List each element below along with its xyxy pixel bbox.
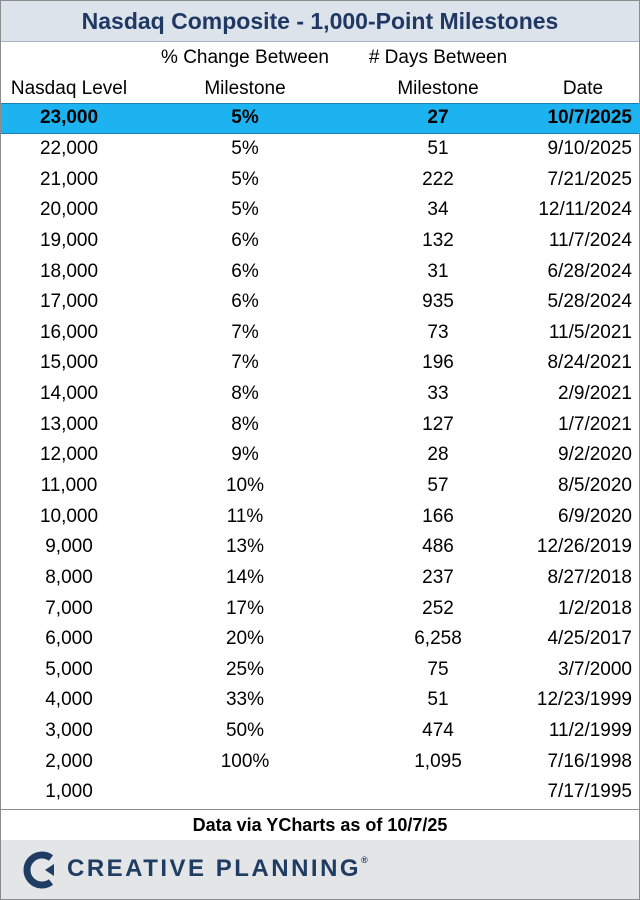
- cell-days-between: 132: [422, 229, 454, 251]
- cell-days-between: 196: [422, 352, 454, 374]
- table-row: [1, 685, 639, 716]
- cell-level: 7,000: [45, 597, 93, 619]
- cell-days-between: 51: [427, 137, 449, 159]
- cell-pct-change: 8%: [231, 383, 259, 405]
- cell-date: 12/11/2024: [538, 199, 632, 221]
- header-date: Date: [562, 78, 604, 99]
- cell-date: 4/25/2017: [547, 628, 632, 650]
- cell-days-between: 252: [422, 597, 454, 619]
- cell-days-between: 73: [427, 321, 449, 343]
- cell-days-between: 28: [427, 444, 449, 466]
- cell-level: 17,000: [39, 291, 99, 313]
- header-days-line1: # Days Between: [368, 47, 508, 68]
- cell-level: 18,000: [39, 260, 99, 282]
- cell-days-between: 33: [427, 383, 449, 405]
- cell-pct-change: 25%: [225, 658, 265, 680]
- cell-pct-change: 13%: [225, 536, 265, 558]
- table-row: [1, 593, 639, 624]
- cell-level: 16,000: [39, 321, 99, 343]
- cell-pct-change: 7%: [231, 321, 259, 343]
- cell-pct-change: 6%: [231, 260, 259, 282]
- cell-level: 11,000: [40, 475, 98, 496]
- table-row: [1, 348, 639, 379]
- cell-date: 1/2/2018: [558, 597, 632, 619]
- header-pct-line2: Milestone: [204, 78, 286, 99]
- cell-days-between: 27: [427, 107, 449, 129]
- cell-pct-change: 8%: [231, 413, 259, 435]
- cell-level: 9,000: [45, 536, 93, 558]
- cell-days-between: 237: [422, 566, 454, 588]
- cell-date: 3/7/2000: [558, 658, 632, 680]
- c-logo-icon: [21, 850, 59, 890]
- table-row: [1, 563, 639, 594]
- cell-level: 1,000: [45, 781, 93, 803]
- cell-days-between: 474: [422, 720, 454, 742]
- cell-date: 9/2/2020: [558, 444, 632, 466]
- cell-pct-change: 9%: [231, 444, 259, 466]
- cell-date: 9/10/2025: [547, 137, 632, 159]
- cell-days-between: 57: [427, 475, 449, 496]
- table-row: [1, 532, 639, 563]
- cell-days-between: 222: [422, 168, 454, 190]
- cell-date: 11/2/1999: [548, 720, 632, 742]
- cell-date: 11/7/2024: [548, 229, 632, 251]
- cell-level: 15,000: [39, 352, 99, 374]
- table-row: [1, 164, 639, 195]
- table-row-highlighted: [1, 103, 639, 134]
- cell-days-between: 127: [422, 413, 454, 435]
- cell-level: 23,000: [39, 107, 99, 129]
- table-row: [1, 746, 639, 777]
- cell-pct-change: 17%: [225, 597, 265, 619]
- table-row: [1, 777, 639, 808]
- cell-date: 6/9/2020: [558, 505, 632, 527]
- table-row: [1, 287, 639, 318]
- cell-level: 13,000: [39, 413, 99, 435]
- cell-date: 10/7/2025: [547, 107, 632, 129]
- cell-pct-change: 20%: [225, 628, 265, 650]
- brand-bar: [1, 840, 639, 899]
- cell-days-between: 486: [422, 536, 454, 558]
- cell-days-between: 34: [427, 199, 449, 221]
- header-days-line2: Milestone: [397, 78, 479, 99]
- cell-level: 6,000: [45, 628, 93, 650]
- cell-days-between: 935: [422, 291, 454, 313]
- cell-date: 2/9/2021: [558, 383, 632, 405]
- cell-date: 11/5/2021: [548, 321, 632, 343]
- cell-level: 12,000: [39, 444, 99, 466]
- table-row: [1, 716, 639, 747]
- cell-pct-change: 7%: [231, 352, 259, 374]
- source-footer: Data via YCharts as of 10/7/25: [1, 809, 639, 841]
- cell-date: 5/28/2024: [547, 291, 632, 313]
- cell-pct-change: 5%: [231, 168, 259, 190]
- table-row: [1, 195, 639, 226]
- cell-level: 2,000: [45, 750, 93, 772]
- cell-level: 19,000: [39, 229, 99, 251]
- table-row: [1, 226, 639, 257]
- cell-date: 6/28/2024: [547, 260, 632, 282]
- table-row: [1, 256, 639, 287]
- header-pct-line1: % Change Between: [161, 47, 329, 68]
- cell-pct-change: 5%: [231, 199, 259, 221]
- cell-days-between: 166: [422, 505, 454, 527]
- cell-days-between: 1,095: [414, 750, 462, 772]
- cell-pct-change: 11%: [226, 505, 264, 527]
- cell-date: 7/17/1995: [547, 781, 632, 803]
- cell-pct-change: 5%: [231, 107, 259, 129]
- cell-date: 8/24/2021: [547, 352, 632, 374]
- table-row: [1, 655, 639, 686]
- cell-level: 8,000: [45, 566, 93, 588]
- table-row: [1, 134, 639, 165]
- table-row: [1, 471, 639, 502]
- cell-days-between: 31: [427, 260, 449, 282]
- cell-pct-change: 33%: [225, 689, 265, 711]
- cell-date: 1/7/2021: [558, 413, 632, 435]
- cell-level: 21,000: [39, 168, 99, 190]
- table-body: [1, 103, 639, 808]
- cell-date: 8/5/2020: [558, 475, 632, 496]
- cell-date: 7/16/1998: [547, 750, 632, 772]
- cell-date: 12/26/2019: [536, 536, 632, 558]
- cell-pct-change: 5%: [231, 137, 259, 159]
- table-row: [1, 409, 639, 440]
- cell-pct-change: 14%: [225, 566, 265, 588]
- cell-days-between: 51: [427, 689, 449, 711]
- cell-level: 22,000: [39, 137, 99, 159]
- cell-date: 12/23/1999: [536, 689, 632, 711]
- cell-pct-change: 6%: [231, 291, 259, 313]
- cell-level: 4,000: [45, 689, 93, 711]
- table-row: [1, 440, 639, 471]
- cell-pct-change: 6%: [231, 229, 259, 251]
- cell-level: 5,000: [45, 658, 93, 680]
- cell-pct-change: 10%: [225, 475, 265, 496]
- cell-days-between: 6,258: [414, 628, 462, 650]
- cell-pct-change: 100%: [220, 750, 270, 772]
- table-row: [1, 501, 639, 532]
- cell-level: 10,000: [39, 505, 99, 527]
- cell-date: 8/27/2018: [547, 566, 632, 588]
- table-row: [1, 624, 639, 655]
- trademark-mark: ®: [361, 855, 368, 865]
- cell-date: 7/21/2025: [547, 168, 632, 190]
- page-title: Nasdaq Composite - 1,000-Point Milestones: [1, 1, 639, 42]
- cell-level: 20,000: [39, 199, 99, 221]
- cell-days-between: 75: [427, 658, 449, 680]
- header-level: Nasdaq Level: [10, 78, 128, 99]
- brand-name: CREATIVE PLANNING®: [67, 855, 368, 882]
- cell-pct-change: 50%: [225, 720, 265, 742]
- table-row: [1, 379, 639, 410]
- cell-level: 14,000: [39, 383, 99, 405]
- cell-level: 3,000: [45, 720, 93, 742]
- table-row: [1, 317, 639, 348]
